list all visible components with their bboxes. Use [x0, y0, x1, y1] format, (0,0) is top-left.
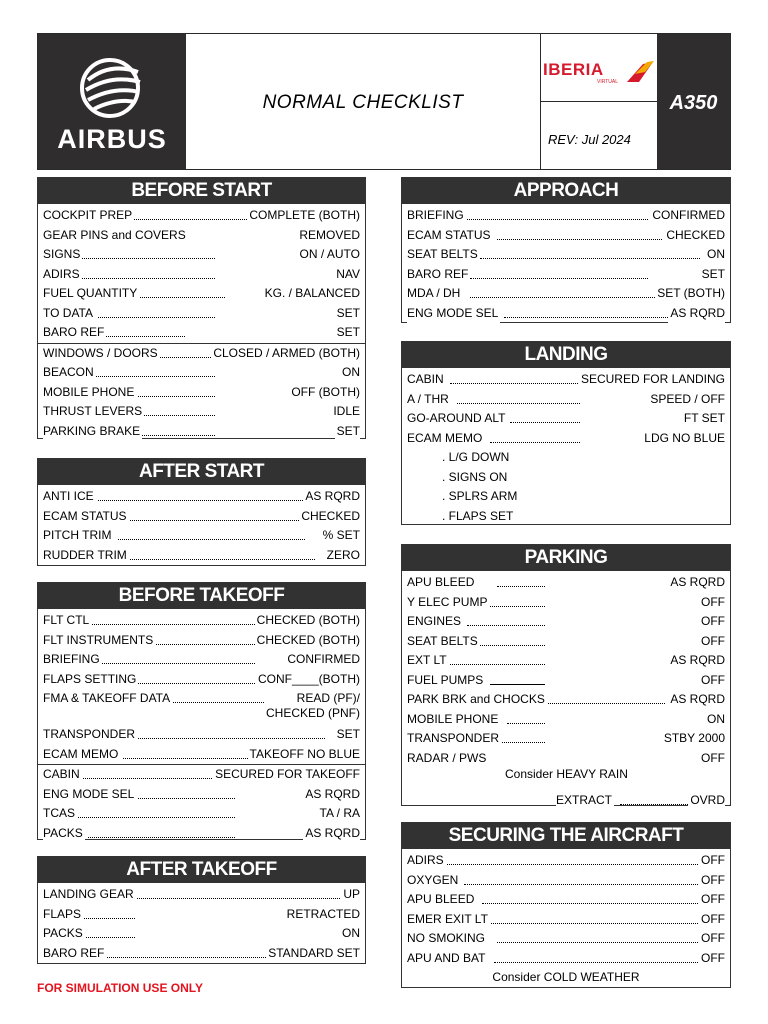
checklist-item — [402, 651, 730, 671]
section-securing-aircraft — [401, 822, 731, 988]
airbus-logo — [38, 34, 186, 169]
item-value: SECURED FOR LANDING — [579, 370, 725, 390]
checklist-item — [402, 871, 730, 891]
item-label: FMA & TAKEOFF DATA — [43, 689, 172, 709]
item-value: STBY 2000 — [662, 729, 725, 749]
item-label: CABIN — [43, 765, 82, 785]
item-value: CHECKED (BOTH) — [255, 631, 360, 651]
item-label: SEAT BELTS — [407, 245, 480, 265]
checklist-item — [402, 206, 730, 226]
item-label: OXYGEN — [407, 871, 460, 891]
item-value: OVRD — [688, 791, 725, 811]
item-label: BRIEFING — [43, 650, 102, 670]
item-value: OFF — [699, 929, 725, 949]
checklist-item — [402, 265, 730, 285]
item-value: SET — [335, 323, 360, 343]
checklist-item — [38, 402, 365, 422]
simulation-disclaimer: FOR SIMULATION USE ONLY — [37, 981, 204, 995]
item-value: CHECKED — [664, 226, 725, 246]
approach-list — [402, 204, 730, 323]
aircraft-model: A350 — [669, 92, 718, 114]
checklist-item — [402, 890, 730, 910]
section-title: AFTER START — [38, 459, 365, 485]
section-title: LANDING — [402, 342, 730, 368]
before-takeoff-list — [38, 609, 365, 764]
item-value: SET (BOTH) — [655, 284, 725, 304]
checklist-item — [38, 785, 365, 805]
item-value: OFF — [699, 749, 725, 769]
checklist-item — [38, 745, 365, 765]
securing-note: Consider COLD WEATHER — [492, 970, 640, 984]
item-label: FLAPS — [43, 905, 83, 925]
item-value: ZERO — [325, 546, 360, 566]
checklist-item — [38, 526, 365, 546]
checklist-header — [37, 33, 731, 170]
checklist-item — [38, 383, 365, 403]
item-value: RETRACTED — [285, 905, 360, 925]
item-label: FLAPS SETTING — [43, 670, 138, 690]
iberia-wing-icon — [625, 60, 655, 84]
checklist-item — [38, 265, 365, 285]
memo-subitem: . SPLRS ARM — [442, 489, 518, 503]
item-value: SET — [335, 304, 360, 324]
item-value: ON — [705, 710, 725, 730]
item-value: IDLE — [331, 402, 360, 422]
item-label: THRUST LEVERS — [43, 402, 144, 422]
item-label: EMER EXIT LT — [407, 910, 490, 930]
checklist-item — [38, 885, 365, 905]
checklist-item — [38, 507, 365, 527]
item-value: OFF — [699, 593, 725, 613]
item-value: NAV — [334, 265, 360, 285]
securing-list — [402, 849, 730, 986]
checklist-item — [38, 344, 365, 364]
item-value: LDG NO BLUE — [642, 429, 725, 449]
item-value: SET — [700, 265, 725, 285]
item-label: PACKS — [43, 824, 85, 844]
item-value: SECURED FOR TAKEOFF — [213, 765, 360, 785]
item-label: BEACON — [43, 363, 96, 383]
parking-list — [402, 571, 730, 810]
iberia-virtual-label: VIRTUAL — [597, 79, 619, 85]
item-value: ON / AUTO — [298, 245, 360, 265]
item-value: OFF — [699, 632, 725, 652]
section-title: AFTER TAKEOFF — [38, 857, 365, 883]
item-value: ON — [705, 245, 725, 265]
checklist-item — [402, 729, 730, 749]
checklist-item — [38, 924, 365, 944]
item-label: FUEL QUANTITY — [43, 284, 139, 304]
item-value: AS RQRD — [303, 824, 360, 844]
item-label: TO DATA — [43, 304, 95, 324]
item-label: TRANSPONDER — [43, 725, 137, 745]
item-value: OFF — [699, 671, 725, 691]
after-takeoff-list — [38, 883, 365, 963]
item-label: COCKPIT PREP — [43, 206, 134, 226]
aircraft-model-box — [657, 34, 730, 169]
item-value: AS RQRD — [668, 304, 725, 324]
item-value: SPEED / OFF — [648, 390, 725, 410]
item-value: ON — [340, 363, 360, 383]
section-before-start — [37, 177, 366, 439]
item-label: TCAS — [43, 804, 77, 824]
section-landing — [401, 341, 731, 525]
item-value: REMOVED — [297, 226, 360, 246]
checklist-item — [38, 670, 365, 690]
checklist-item — [38, 284, 365, 304]
item-value: AS RQRD — [303, 487, 360, 507]
item-value: KG. / BALANCED — [263, 284, 360, 304]
after-start-list — [38, 485, 365, 565]
item-label: CABIN — [407, 370, 446, 390]
parking-note: Consider HEAVY RAIN — [505, 766, 628, 781]
item-label: APU AND BAT — [407, 949, 487, 969]
landing-list — [402, 368, 730, 526]
item-value-line: CHECKED (PNF) — [265, 706, 360, 720]
item-value: AS RQRD — [668, 651, 725, 671]
item-value: SET — [335, 422, 360, 442]
memo-subitem: . L/G DOWN — [442, 450, 510, 464]
item-label: EXTRACT — [556, 791, 614, 811]
airbus-swirl-icon — [76, 54, 148, 122]
section-title: PARKING — [402, 545, 730, 571]
item-value: OFF — [699, 612, 725, 632]
item-label: PARK BRK and CHOCKS — [407, 690, 547, 710]
checklist-item — [402, 612, 730, 632]
item-value: TAKEOFF NO BLUE — [248, 745, 360, 765]
item-label: LANDING GEAR — [43, 885, 136, 905]
before-takeoff-list-2 — [38, 764, 365, 843]
item-value: % SET — [321, 526, 360, 546]
section-title: BEFORE START — [38, 178, 365, 204]
checklist-item — [402, 409, 730, 429]
item-label: ECAM STATUS — [43, 507, 129, 527]
item-label: BRIEFING — [407, 206, 466, 226]
checklist-item — [38, 650, 365, 670]
item-value — [264, 691, 360, 721]
item-label: BARO REF — [43, 944, 106, 964]
item-label: MDA / DH — [407, 284, 462, 304]
checklist-item — [38, 323, 365, 343]
checklist-item — [38, 363, 365, 383]
item-label: ADIRS — [407, 851, 446, 871]
section-title: BEFORE TAKEOFF — [38, 583, 365, 609]
section-parking — [401, 544, 731, 806]
checklist-item — [38, 546, 365, 566]
revision-box — [540, 102, 657, 169]
checklist-item — [402, 593, 730, 613]
checklist-item — [402, 245, 730, 265]
iberia-logo — [540, 34, 657, 102]
title-area — [186, 34, 540, 169]
iberia-wordmark: IBERIA — [543, 60, 604, 79]
checklist-item — [402, 749, 730, 765]
checklist-item — [402, 710, 730, 730]
checklist-item — [402, 429, 730, 449]
item-value: OFF — [699, 851, 725, 871]
item-value: SET — [335, 725, 360, 745]
item-label: SEAT BELTS — [407, 632, 480, 652]
checklist-item — [38, 611, 365, 631]
item-label: ENG MODE SEL — [43, 785, 136, 805]
section-before-takeoff — [37, 582, 366, 840]
item-label: NO SMOKING — [407, 929, 487, 949]
checklist-item — [38, 226, 365, 246]
before-start-list — [38, 204, 365, 343]
item-label: BARO REF — [43, 323, 106, 343]
checklist-item — [402, 304, 730, 324]
checklist-item — [402, 284, 730, 304]
airbus-wordmark: AIRBUS — [57, 124, 167, 154]
item-label: PITCH TRIM — [43, 526, 113, 546]
checklist-item — [402, 370, 730, 390]
item-label: EXT LT — [407, 651, 449, 671]
item-value: UP — [341, 885, 360, 905]
item-label: GO-AROUND ALT — [407, 409, 507, 429]
before-start-list-2 — [38, 343, 365, 442]
checklist-item — [38, 422, 365, 442]
item-value: OFF — [699, 871, 725, 891]
item-label: WINDOWS / DOORS — [43, 344, 160, 364]
section-title: APPROACH — [402, 178, 730, 204]
section-approach — [401, 177, 731, 323]
checklist-item — [402, 690, 730, 710]
checklist-item — [402, 632, 730, 652]
checklist-item — [38, 905, 365, 925]
item-value: COMPLETE (BOTH) — [247, 206, 360, 226]
item-value: CHECKED (BOTH) — [255, 611, 360, 631]
item-label: Y ELEC PUMP — [407, 593, 489, 613]
checklist-item — [402, 226, 730, 246]
checklist-item — [38, 487, 365, 507]
checklist-item — [402, 791, 730, 811]
section-after-takeoff — [37, 856, 366, 964]
checklist-item — [38, 206, 365, 226]
item-label: MOBILE PHONE — [43, 383, 136, 403]
item-value: CONFIRMED — [285, 650, 360, 670]
item-value: AS RQRD — [303, 785, 360, 805]
item-value: CONFIRMED — [650, 206, 725, 226]
checklist-item — [38, 944, 365, 964]
item-value: ON — [340, 924, 360, 944]
checklist-item — [402, 910, 730, 930]
checklist-item — [38, 631, 365, 651]
item-value: AS RQRD — [668, 573, 725, 593]
item-label: APU BLEED — [407, 890, 476, 910]
item-label: PARKING BRAKE — [43, 422, 142, 442]
page-title: NORMAL CHECKLIST — [262, 92, 464, 113]
checklist-item — [402, 851, 730, 871]
item-label: ECAM MEMO — [43, 745, 120, 765]
item-label: FLT INSTRUMENTS — [43, 631, 155, 651]
checklist-item — [402, 929, 730, 949]
item-value: TA / RA — [318, 804, 360, 824]
item-value: FT SET — [682, 409, 725, 429]
checklist-item — [38, 245, 365, 265]
checklist-item — [38, 304, 365, 324]
item-label: RADAR / PWS — [407, 749, 488, 769]
checklist-item — [402, 949, 730, 969]
item-value: CONF____(BOTH) — [256, 670, 360, 690]
item-label: RUDDER TRIM — [43, 546, 129, 566]
item-label: PACKS — [43, 924, 85, 944]
item-label: BARO REF — [407, 265, 470, 285]
checklist-item — [38, 725, 365, 745]
item-label: MOBILE PHONE — [407, 710, 500, 730]
item-label: ANTI ICE — [43, 487, 96, 507]
checklist-item — [402, 390, 730, 410]
item-label: ENGINES — [407, 612, 463, 632]
item-label: TRANSPONDER — [407, 729, 501, 749]
checklist-item — [38, 765, 365, 785]
item-label: A / THR — [407, 390, 451, 410]
item-label: GEAR PINS and COVERS — [43, 226, 188, 246]
item-value: CLOSED / ARMED (BOTH) — [211, 344, 360, 364]
item-label: ENG MODE SEL — [407, 304, 500, 324]
item-label: SIGNS — [43, 245, 82, 265]
revision-label: REV: Jul 2024 — [548, 132, 631, 147]
item-value-line: READ (PF)/ — [296, 691, 360, 705]
item-value: STANDARD SET — [266, 944, 360, 964]
item-label: FUEL PUMPS — [407, 671, 485, 691]
item-value: OFF (BOTH) — [289, 383, 360, 403]
section-after-start — [37, 458, 366, 566]
item-label: APU BLEED — [407, 573, 476, 593]
checklist-item — [38, 824, 365, 844]
item-label: ADIRS — [43, 265, 82, 285]
checklist-item — [38, 689, 365, 725]
item-value: OFF — [699, 890, 725, 910]
section-title: SECURING THE AIRCRAFT — [402, 823, 730, 849]
item-value: OFF — [699, 910, 725, 930]
memo-subitem: . FLAPS SET — [442, 508, 514, 523]
item-value: CHECKED — [299, 507, 360, 527]
checklist-item — [38, 804, 365, 824]
item-label: ECAM MEMO — [407, 429, 484, 449]
item-value: OFF — [699, 949, 725, 969]
item-value: AS RQRD — [668, 690, 725, 710]
memo-subitem: . SIGNS ON — [442, 469, 508, 484]
checklist-item — [402, 573, 730, 593]
item-label: FLT CTL — [43, 611, 91, 631]
checklist-item — [402, 671, 730, 691]
item-label: ECAM STATUS — [407, 226, 493, 246]
